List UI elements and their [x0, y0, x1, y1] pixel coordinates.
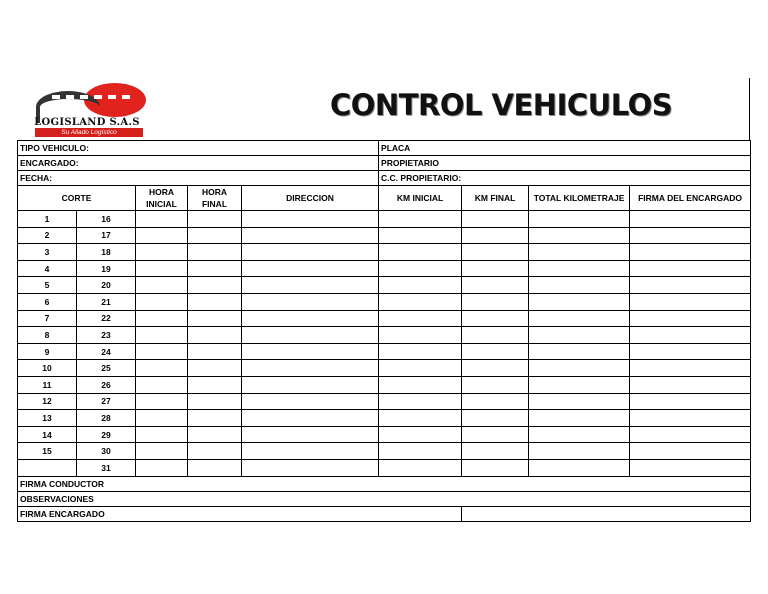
- table-row: [18, 227, 751, 244]
- hora-inicial-cell[interactable]: [136, 393, 188, 410]
- hora-final-cell[interactable]: [188, 310, 242, 327]
- corte-day-second-half: 29: [77, 426, 136, 443]
- hora-final-cell[interactable]: [188, 410, 242, 427]
- firma-cell[interactable]: [630, 360, 751, 377]
- corte-day-second-half: 31: [77, 459, 136, 476]
- firma-cell[interactable]: [630, 260, 751, 277]
- logo-tagline: Su Aliado Logístico: [35, 128, 143, 137]
- hora-final-cell[interactable]: [188, 227, 242, 244]
- table-row: [18, 410, 751, 427]
- vehicle-control-table: [17, 140, 751, 522]
- firma-cell[interactable]: [630, 327, 751, 344]
- km-inicial-cell[interactable]: [379, 343, 462, 360]
- table-row: [18, 310, 751, 327]
- hora-inicial-cell[interactable]: [136, 227, 188, 244]
- km-inicial-cell[interactable]: [379, 410, 462, 427]
- firma-cell[interactable]: [630, 244, 751, 261]
- corte-day-first-half: 1: [18, 211, 77, 228]
- firma-encargado-signature-cell[interactable]: [462, 506, 751, 521]
- firma-cell[interactable]: [630, 310, 751, 327]
- corte-day-first-half: 6: [18, 293, 77, 310]
- corte-day-second-half: 22: [77, 310, 136, 327]
- corte-day-second-half: 26: [77, 376, 136, 393]
- col-header-firma-encargado: FIRMA DEL ENCARGADO: [630, 186, 751, 211]
- km-inicial-cell[interactable]: [379, 310, 462, 327]
- corte-day-second-half: 23: [77, 327, 136, 344]
- hora-final-cell[interactable]: [188, 426, 242, 443]
- km-inicial-cell[interactable]: [379, 227, 462, 244]
- total-km-cell[interactable]: [529, 410, 630, 427]
- hora-inicial-cell[interactable]: [136, 343, 188, 360]
- table-row: [18, 260, 751, 277]
- corte-day-second-half: 24: [77, 343, 136, 360]
- total-km-cell[interactable]: [529, 327, 630, 344]
- total-km-cell[interactable]: [529, 293, 630, 310]
- table-row: [18, 327, 751, 344]
- firma-cell[interactable]: [630, 343, 751, 360]
- km-inicial-cell[interactable]: [379, 459, 462, 476]
- col-header-km-final: KM FINAL: [462, 186, 529, 211]
- corte-day-first-half: 9: [18, 343, 77, 360]
- km-final-cell[interactable]: [462, 443, 529, 460]
- km-inicial-cell[interactable]: [379, 260, 462, 277]
- hora-final-cell[interactable]: [188, 244, 242, 261]
- corte-day-first-half: 14: [18, 426, 77, 443]
- corte-day-second-half: 18: [77, 244, 136, 261]
- hora-inicial-cell[interactable]: [136, 459, 188, 476]
- km-final-cell[interactable]: [462, 293, 529, 310]
- firma-cell[interactable]: [630, 443, 751, 460]
- total-km-cell[interactable]: [529, 443, 630, 460]
- km-final-cell[interactable]: [462, 360, 529, 377]
- direccion-cell[interactable]: [242, 410, 379, 427]
- table-row: [18, 343, 751, 360]
- firma-cell[interactable]: [630, 376, 751, 393]
- km-inicial-cell[interactable]: [379, 426, 462, 443]
- table-row: [18, 376, 751, 393]
- col-header-km-inicial: KM INICIAL: [379, 186, 462, 211]
- firma-cell[interactable]: [630, 459, 751, 476]
- direccion-cell[interactable]: [242, 443, 379, 460]
- hora-inicial-cell[interactable]: [136, 293, 188, 310]
- km-inicial-cell[interactable]: [379, 376, 462, 393]
- km-final-cell[interactable]: [462, 310, 529, 327]
- hora-inicial-cell[interactable]: [136, 410, 188, 427]
- corte-day-first-half: 5: [18, 277, 77, 294]
- corte-day-first-half: 10: [18, 360, 77, 377]
- total-km-cell[interactable]: [529, 393, 630, 410]
- km-final-cell[interactable]: [462, 227, 529, 244]
- table-row: [18, 443, 751, 460]
- hora-final-cell[interactable]: [188, 277, 242, 294]
- direccion-cell[interactable]: [242, 376, 379, 393]
- direccion-cell[interactable]: [242, 227, 379, 244]
- corte-day-first-half: [18, 459, 77, 476]
- corte-day-second-half: 17: [77, 227, 136, 244]
- table-row: [18, 277, 751, 294]
- km-final-cell[interactable]: [462, 426, 529, 443]
- km-final-cell[interactable]: [462, 410, 529, 427]
- hora-inicial-cell[interactable]: [136, 244, 188, 261]
- direccion-cell[interactable]: [242, 360, 379, 377]
- table-row: [18, 426, 751, 443]
- direccion-cell[interactable]: [242, 211, 379, 228]
- direccion-cell[interactable]: [242, 277, 379, 294]
- hora-final-cell[interactable]: [188, 327, 242, 344]
- direccion-cell[interactable]: [242, 393, 379, 410]
- firma-cell[interactable]: [630, 277, 751, 294]
- corte-day-second-half: 30: [77, 443, 136, 460]
- firma-cell[interactable]: [630, 410, 751, 427]
- hora-inicial-cell[interactable]: [136, 376, 188, 393]
- col-header-hora-final: HORA FINAL: [188, 186, 242, 211]
- total-km-cell[interactable]: [529, 227, 630, 244]
- propietario-label[interactable]: PROPIETARIO: [379, 156, 751, 171]
- km-inicial-cell[interactable]: [379, 443, 462, 460]
- fecha-label[interactable]: FECHA:: [18, 171, 379, 186]
- firma-encargado-row[interactable]: FIRMA ENCARGADO: [18, 506, 462, 521]
- direccion-cell[interactable]: [242, 426, 379, 443]
- km-final-cell[interactable]: [462, 327, 529, 344]
- col-header-direccion: DIRECCION: [242, 186, 379, 211]
- corte-day-first-half: 15: [18, 443, 77, 460]
- total-km-cell[interactable]: [529, 260, 630, 277]
- firma-cell[interactable]: [630, 227, 751, 244]
- table-row: [18, 360, 751, 377]
- observaciones-row[interactable]: OBSERVACIONES: [18, 491, 751, 506]
- hora-inicial-cell[interactable]: [136, 260, 188, 277]
- km-inicial-cell[interactable]: [379, 244, 462, 261]
- km-inicial-cell[interactable]: [379, 327, 462, 344]
- direccion-cell[interactable]: [242, 244, 379, 261]
- total-km-cell[interactable]: [529, 343, 630, 360]
- firma-conductor-row[interactable]: FIRMA CONDUCTOR: [18, 476, 751, 491]
- page-title: CONTROL VEHICULOS: [330, 88, 673, 122]
- table-row: [18, 393, 751, 410]
- hora-final-cell[interactable]: [188, 443, 242, 460]
- logo-road-dashes: [52, 95, 132, 99]
- total-km-cell[interactable]: [529, 426, 630, 443]
- total-km-cell[interactable]: [529, 360, 630, 377]
- tipo-vehiculo-label[interactable]: TIPO VEHICULO:: [18, 141, 379, 156]
- corte-day-first-half: 4: [18, 260, 77, 277]
- company-logo: [22, 79, 152, 139]
- hora-inicial-cell[interactable]: [136, 277, 188, 294]
- table-row: [18, 244, 751, 261]
- col-header-total-km: TOTAL KILOMETRAJE: [529, 186, 630, 211]
- km-final-cell[interactable]: [462, 343, 529, 360]
- km-inicial-cell[interactable]: [379, 277, 462, 294]
- table-row: [18, 459, 751, 476]
- km-inicial-cell[interactable]: [379, 393, 462, 410]
- km-final-cell[interactable]: [462, 459, 529, 476]
- hora-final-cell[interactable]: [188, 360, 242, 377]
- corte-day-second-half: 16: [77, 211, 136, 228]
- corte-day-second-half: 25: [77, 360, 136, 377]
- corte-day-second-half: 28: [77, 410, 136, 427]
- hora-final-cell[interactable]: [188, 293, 242, 310]
- direccion-cell[interactable]: [242, 293, 379, 310]
- hora-inicial-cell[interactable]: [136, 211, 188, 228]
- col-header-corte: CORTE: [18, 186, 136, 211]
- placa-label[interactable]: PLACA: [379, 141, 751, 156]
- col-header-hora-inicial: HORA INICIAL: [136, 186, 188, 211]
- km-inicial-cell[interactable]: [379, 293, 462, 310]
- hora-inicial-cell[interactable]: [136, 360, 188, 377]
- total-km-cell[interactable]: [529, 459, 630, 476]
- hora-inicial-cell[interactable]: [136, 310, 188, 327]
- firma-cell[interactable]: [630, 293, 751, 310]
- km-final-cell[interactable]: [462, 244, 529, 261]
- km-final-cell[interactable]: [462, 277, 529, 294]
- hora-final-cell[interactable]: [188, 393, 242, 410]
- firma-cell[interactable]: [630, 211, 751, 228]
- corte-day-second-half: 21: [77, 293, 136, 310]
- direccion-cell[interactable]: [242, 459, 379, 476]
- km-final-cell[interactable]: [462, 393, 529, 410]
- hora-final-cell[interactable]: [188, 211, 242, 228]
- corte-day-first-half: 7: [18, 310, 77, 327]
- direccion-cell[interactable]: [242, 327, 379, 344]
- table-row: [18, 293, 751, 310]
- corte-day-first-half: 2: [18, 227, 77, 244]
- corte-day-first-half: 3: [18, 244, 77, 261]
- total-km-cell[interactable]: [529, 376, 630, 393]
- corte-day-second-half: 27: [77, 393, 136, 410]
- total-km-cell[interactable]: [529, 310, 630, 327]
- hora-final-cell[interactable]: [188, 343, 242, 360]
- total-km-cell[interactable]: [529, 244, 630, 261]
- corte-day-first-half: 13: [18, 410, 77, 427]
- hora-inicial-cell[interactable]: [136, 443, 188, 460]
- direccion-cell[interactable]: [242, 310, 379, 327]
- direccion-cell[interactable]: [242, 260, 379, 277]
- hora-final-cell[interactable]: [188, 459, 242, 476]
- hora-inicial-cell[interactable]: [136, 426, 188, 443]
- firma-cell[interactable]: [630, 426, 751, 443]
- direccion-cell[interactable]: [242, 343, 379, 360]
- km-final-cell[interactable]: [462, 376, 529, 393]
- encargado-label[interactable]: ENCARGADO:: [18, 156, 379, 171]
- cc-propietario-label[interactable]: C.C. PROPIETARIO:: [379, 171, 751, 186]
- sheet-right-border: [749, 78, 750, 140]
- hora-final-cell[interactable]: [188, 376, 242, 393]
- corte-day-second-half: 20: [77, 277, 136, 294]
- corte-day-first-half: 11: [18, 376, 77, 393]
- total-km-cell[interactable]: [529, 211, 630, 228]
- corte-day-first-half: 12: [18, 393, 77, 410]
- km-inicial-cell[interactable]: [379, 360, 462, 377]
- firma-cell[interactable]: [630, 393, 751, 410]
- corte-day-first-half: 8: [18, 327, 77, 344]
- km-final-cell[interactable]: [462, 260, 529, 277]
- km-final-cell[interactable]: [462, 211, 529, 228]
- hora-final-cell[interactable]: [188, 260, 242, 277]
- table-row: [18, 211, 751, 228]
- total-km-cell[interactable]: [529, 277, 630, 294]
- hora-inicial-cell[interactable]: [136, 327, 188, 344]
- logo-company-name: LOGISLAND S.A.S: [34, 117, 140, 128]
- km-inicial-cell[interactable]: [379, 211, 462, 228]
- corte-day-second-half: 19: [77, 260, 136, 277]
